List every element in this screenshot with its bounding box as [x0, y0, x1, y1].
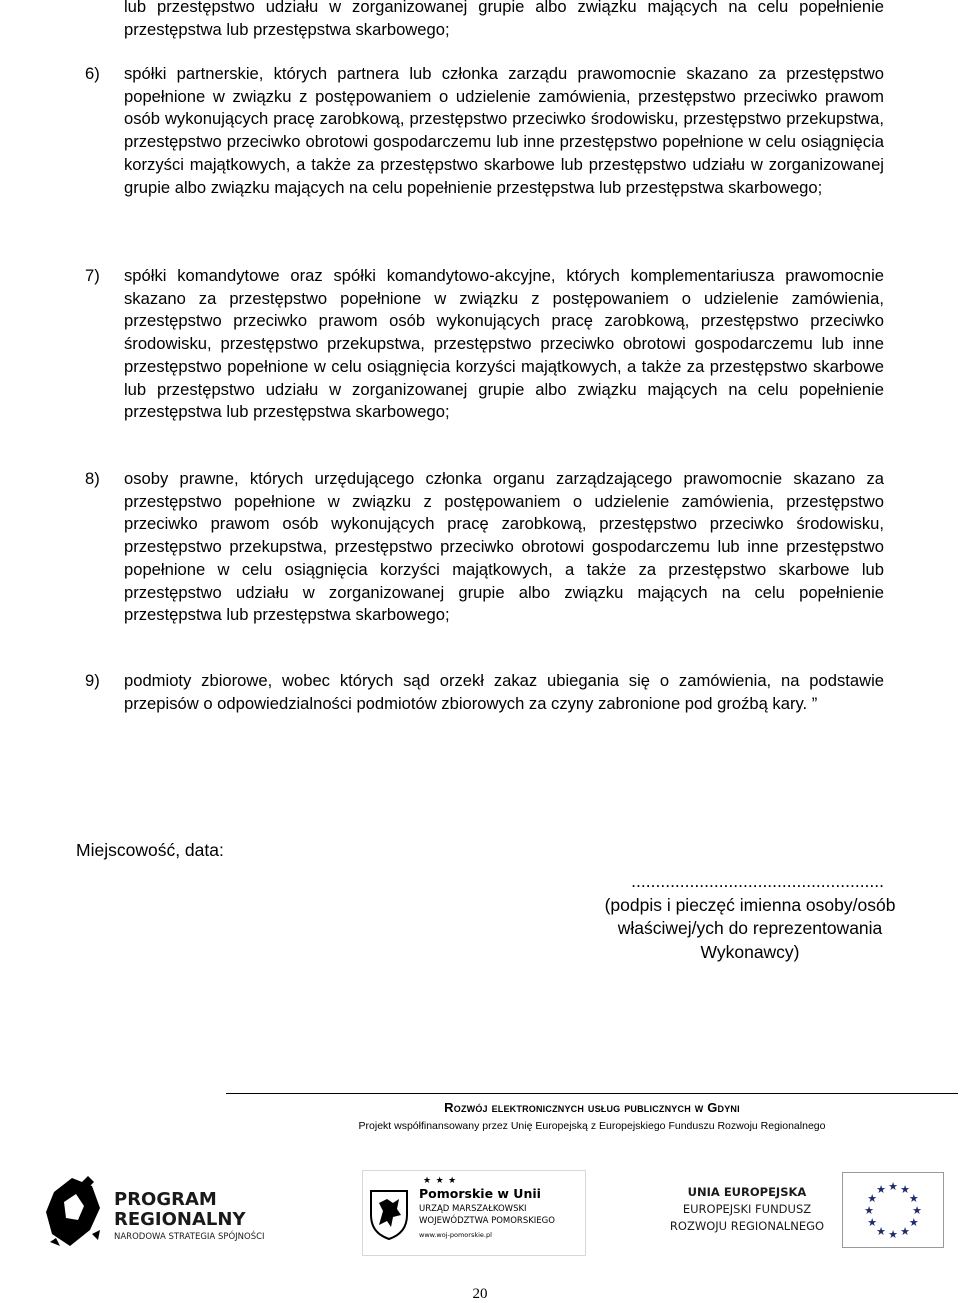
- intro-text: lub przestępstwo udziału w zorganizowanej grupie albo związku mających na celu popełnienie przestępstwa lub przestępstwa skarbowego;: [124, 0, 884, 39]
- program-logo-line-2: REGIONALNY: [114, 1209, 246, 1230]
- signature-line-1: (podpis i pieczęć imienna osoby/osób: [604, 894, 896, 915]
- eu-star-icon: ★: [876, 1225, 886, 1238]
- list-item-number: 9): [85, 671, 100, 690]
- eu-logo: [660, 1172, 944, 1248]
- eu-star-icon: ★: [908, 1193, 919, 1205]
- eu-star-icon: ★: [900, 1225, 910, 1238]
- program-logo-line-3: NARODOWA STRATEGIA SPÓJNOŚCI: [114, 1232, 265, 1242]
- footer-divider: [226, 1093, 958, 1094]
- list-item-number: 7): [85, 266, 100, 285]
- eu-flag-icon: [842, 1172, 944, 1248]
- intro-continuation: [124, 0, 884, 41]
- eu-star-icon: ★: [888, 1181, 898, 1193]
- program-logo-line-1: PROGRAM: [114, 1189, 217, 1210]
- eu-star-icon: ★: [867, 1193, 878, 1205]
- pomorskie-logo-line-3: WOJEWÓDZTWA POMORSKIEGO: [419, 1216, 555, 1226]
- list-item-number: 8): [85, 469, 100, 488]
- eu-star-icon: ★: [876, 1184, 886, 1197]
- eu-stars-circle-icon: [843, 1173, 943, 1247]
- program-regionalny-logo: [44, 1172, 294, 1252]
- eu-star-icon: ★: [900, 1184, 910, 1197]
- signature-block: [560, 870, 940, 964]
- eu-logo-line-3: ROZWOJU REGIONALNEGO: [669, 1219, 825, 1233]
- eu-star-icon: ★: [864, 1205, 874, 1217]
- signature-dots: ....................................................: [631, 871, 884, 891]
- eu-star-icon: ★: [867, 1217, 878, 1229]
- list-item-number: 6): [85, 64, 100, 83]
- signature-line-3: Wykonawcy): [700, 941, 800, 962]
- footer-cofinancing-note: Projekt współfinansowany przez Unię Europejską z Europejskiego Funduszu Rozwoju Regionalnego: [358, 1120, 826, 1132]
- pomorskie-logo: [362, 1170, 586, 1256]
- eu-star-icon: ★: [912, 1205, 922, 1217]
- eu-star-icon: ★: [888, 1229, 898, 1241]
- eu-logo-line-1: UNIA EUROPEJSKA: [687, 1185, 807, 1199]
- list-item-text: osoby prawne, których urzędującego członka organu zarządzającego prawomocnie skazano za przestępstwo popełnione w związku z postępowaniem o udzielenie zamówienia, przestępstwo przeciwko prawom osób wykonujących pracę zarobkową, przestępstwo przeciwko środowisku, przestępstwo przekupstwa, przestępstwo przeciwko obrotowi gospodarczemu lub inne przestępstwo popełnione w celu osiągnięcia korzyści majątkowych, a także za przestępstwo skarbowe lub przestępstwo udziału w zorganizowanej grupie albo związku mających na celu popełnienie przestępstwa lub przestępstwa skarbowego;: [124, 469, 884, 625]
- pomorskie-logo-line-1: Pomorskie w Unii: [419, 1186, 541, 1201]
- eu-logo-line-2: EUROPEJSKI FUNDUSZ: [682, 1202, 812, 1216]
- pomorskie-logo-line-2: URZĄD MARSZAŁKOWSKI: [419, 1204, 527, 1214]
- list-item-text: spółki partnerskie, których partnera lub członka zarządu prawomocnie skazano za przestępstwo popełnione w związku z postępowaniem o udzielenie zamówienia, przestępstwo przeciwko prawom osób wykonujących pracę zarobkową, przestępstwo przeciwko środowisku, przestępstwo przekupstwa, przestępstwo przeciwko obrotowi gospodarczemu lub inne przestępstwo popełnione w celu osiągnięcia korzyści majątkowych, a także za przestępstwo skarbowe lub przestępstwo udziału w zorganizowanej grupie albo związku mających na celu popełnienie przestępstwa lub przestępstwa skarbowego;: [124, 64, 884, 197]
- pomorskie-stars-icon: ★ ★ ★: [423, 1175, 458, 1185]
- place-date-label: Miejscowość, data:: [76, 840, 224, 860]
- footer-project-title: Rozwój elektronicznych usług publicznych w Gdyni: [444, 1100, 740, 1115]
- pomorskie-logo-url: www.woj-pomorskie.pl: [419, 1231, 492, 1239]
- griffin-crest-icon: [367, 1185, 411, 1241]
- list-item-text: podmioty zbiorowe, wobec których sąd orzekł zakaz ubiegania się o zamówienia, na podstawie przepisów o odpowiedzialności podmiotów zbiorowych za czyny zabronione pod groźbą kary. ”: [124, 671, 884, 713]
- signature-line-2: właściwej/ych do reprezentowania: [617, 918, 883, 938]
- page-number: 20: [472, 1286, 488, 1302]
- eu-star-icon: ★: [908, 1217, 919, 1229]
- program-regionalny-emblem-icon: [44, 1172, 102, 1250]
- list-item-text: spółki komandytowe oraz spółki komandytowo-akcyjne, których komplementariusza prawomocnie skazano za przestępstwo popełnione w związku z postępowaniem o udzielenie zamówienia, przestępstwo przeciwko prawom osób wykonujących pracę zarobkową, przestępstwo przeciwko środowisku, przestępstwo przekupstwa, przestępstwo przeciwko obrotowi gospodarczemu lub inne przestępstwo popełnione w celu osiągnięcia korzyści majątkowych, a także za przestępstwo skarbowe lub przestępstwo udziału w zorganizowanej grupie albo związku mających na celu popełnienie przestępstwa lub przestępstwa skarbowego;: [124, 266, 884, 422]
